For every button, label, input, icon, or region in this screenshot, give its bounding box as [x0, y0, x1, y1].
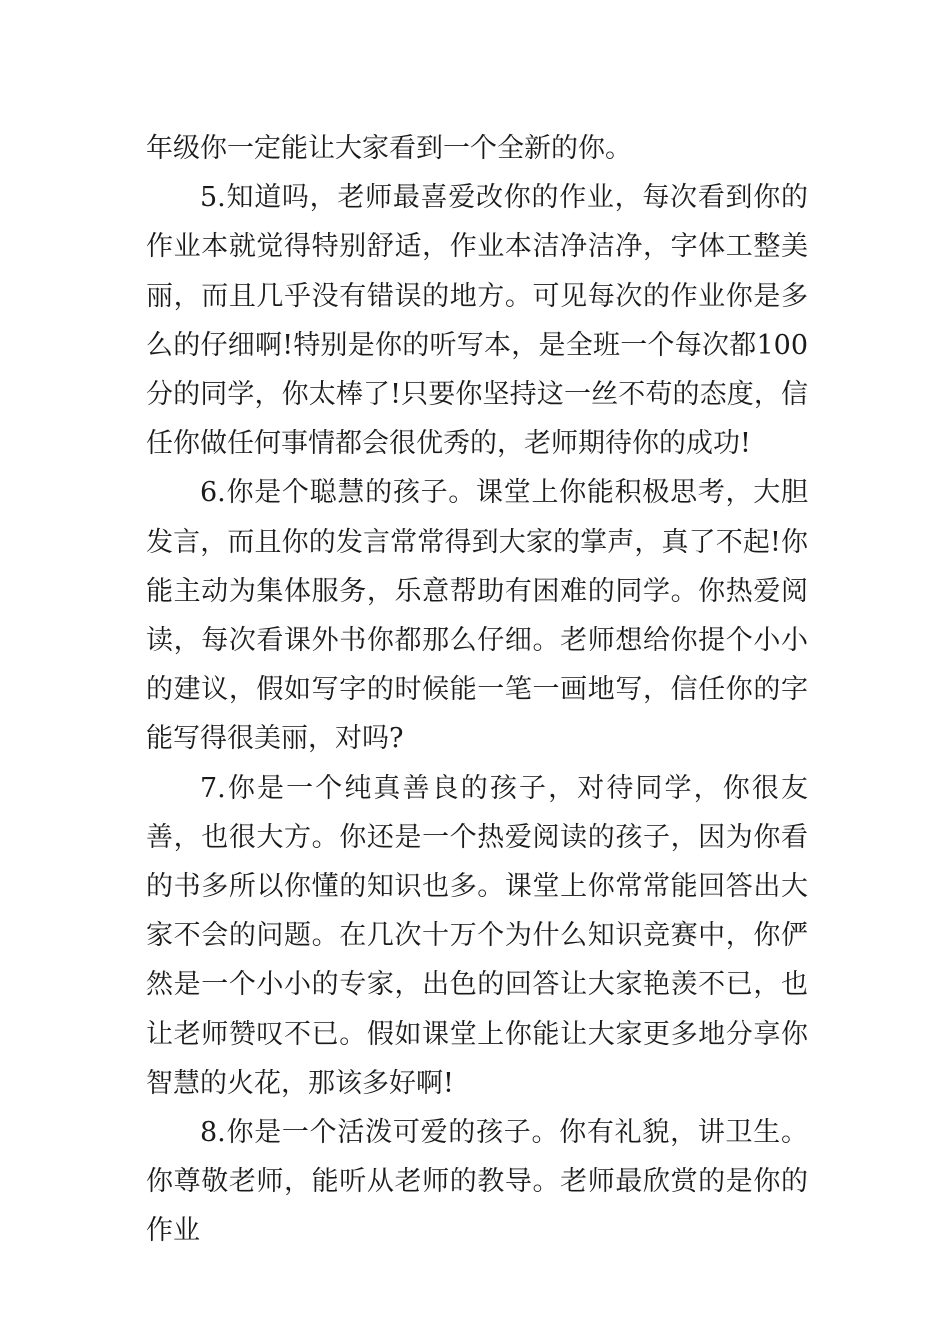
- paragraph-comment-6: 6.你是个聪慧的孩子。课堂上你能积极思考，大胆发言，而且你的发言常常得到大家的掌声，真了不起!你能主动为集体服务，乐意帮助有困难的同学。你热爱阅读，每次看课外书你都那么仔细。老师想给你提个小小的建议，假如写字的时候能一笔一画地写，信任你的字能写得很美丽，对吗?: [146, 477, 808, 755]
- paragraph-continuation: 年级你一定能让大家看到一个全新的你。: [146, 133, 632, 164]
- paragraph-comment-7: 7.你是一个纯真善良的孩子，对待同学，你很友善，也很大方。你还是一个热爱阅读的孩子，因为你看的书多所以你懂的知识也多。课堂上你常常能回答出大家不会的问题。在几次十万个为什么知识竞赛中，你俨然是一个小小的专家，出色的回答让大家艳羡不已，也让老师赞叹不已。假如课堂上你能让大家更多地分享你智慧的火花，那该多好啊!: [146, 772, 808, 1099]
- paragraph-comment-5: 5.知道吗，老师最喜爱改你的作业，每次看到你的作业本就觉得特别舒适，作业本洁净洁净，字体工整美丽，而且几乎没有错误的地方。可见每次的作业你是多么的仔细啊!特别是你的听写本，是全班一个每次都100分的同学，你太棒了!只要你坚持这一丝不苟的态度，信任你做任何事情都会很优秀的，老师期待你的成功!: [146, 182, 808, 460]
- paragraph-comment-8: 8.你是一个活泼可爱的孩子。你有礼貌，讲卫生。你尊敬老师，能听从老师的教导。老师最欣赏的是你的作业: [146, 1117, 808, 1247]
- document-body: [146, 124, 808, 1256]
